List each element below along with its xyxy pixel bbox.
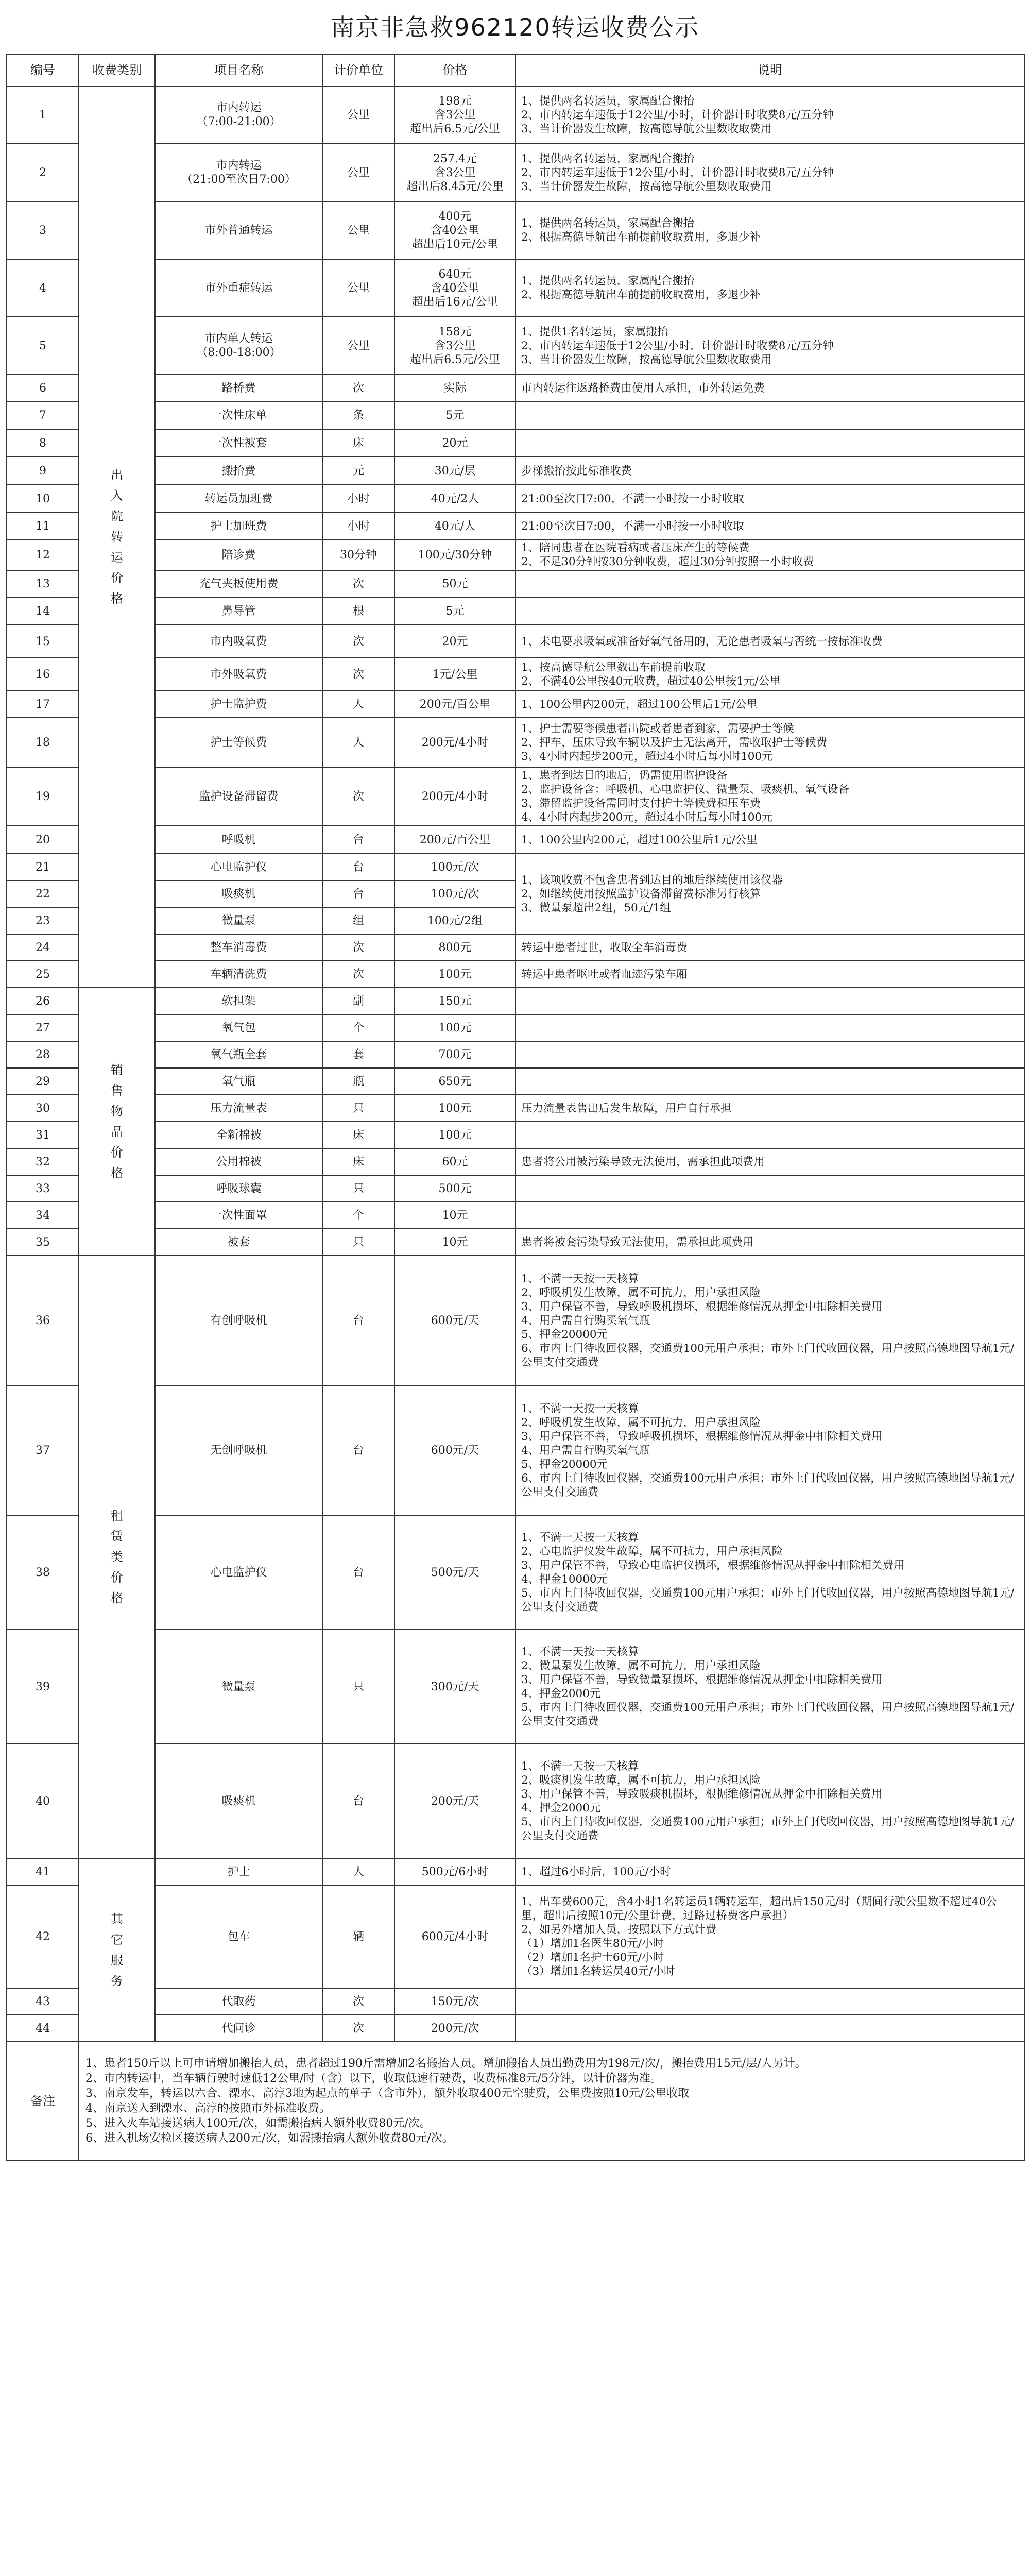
item-price: 30元/层 [394, 457, 516, 485]
table-row [7, 1256, 1024, 1385]
item-unit: 床 [322, 429, 394, 457]
item-price: 50元 [394, 570, 516, 597]
row-number: 40 [7, 1744, 79, 1858]
item-description: 转运中患者过世，收取全车消毒费 [516, 934, 1024, 961]
notes-label: 备注 [7, 2042, 79, 2160]
table-row [7, 988, 1024, 1014]
item-name: 充气夹板使用费 [155, 570, 322, 597]
header-no: 编号 [7, 54, 79, 86]
item-unit: 小时 [322, 485, 394, 513]
item-price: 100元 [394, 961, 516, 988]
row-number: 10 [7, 485, 79, 513]
item-unit: 台 [322, 854, 394, 880]
table-row [7, 826, 1024, 854]
item-price: 100元/次 [394, 880, 516, 907]
item-price: 40元/人 [394, 513, 516, 539]
item-name: 氧气包 [155, 1014, 322, 1041]
item-name: 有创呼吸机 [155, 1256, 322, 1385]
item-price: 100元 [394, 1014, 516, 1041]
category-cell [79, 1256, 155, 1858]
item-description: 1、出车费600元，含4小时1名转运员1辆转运车，超出后150元/时（期间行驶公里数不超过40公里，超出后按照10元/公里计费，过路过桥费客户承担） 2、如另外增加人员，按照以下方式计费 （1）增加1名医生80元/小时 （2）增加1名护士60元/小时 （3）增加1名转运员40元/小时 [516, 1885, 1024, 1988]
row-number: 31 [7, 1122, 79, 1148]
row-number: 20 [7, 826, 79, 854]
item-unit: 台 [322, 826, 394, 854]
row-number: 2 [7, 144, 79, 201]
header-price: 价格 [394, 54, 516, 86]
row-number: 19 [7, 767, 79, 826]
row-number: 37 [7, 1385, 79, 1515]
table-row [7, 691, 1024, 718]
item-description [516, 570, 1024, 597]
table-row [7, 1095, 1024, 1122]
row-number: 6 [7, 375, 79, 401]
item-unit: 台 [322, 1256, 394, 1385]
item-description: 1、100公里内200元，超过100公里后1元/公里 [516, 691, 1024, 718]
table-row [7, 961, 1024, 988]
item-description [516, 988, 1024, 1014]
item-name: 氧气瓶全套 [155, 1041, 322, 1068]
item-unit: 公里 [322, 317, 394, 375]
item-price: 5元 [394, 401, 516, 429]
item-description: 1、不满一天按一天核算 2、呼吸机发生故障，属不可抗力，用户承担风险 3、用户保管不善，导致呼吸机损坏，根据维修情况从押金中扣除相关费用 4、用户需自行购买氧气瓶 5、押金20000元 6、市内上门待收回仪器，交通费100元用户承担；市外上门代收回仪器，用户按照高德地图导航1元/公里支付交通费 [516, 1385, 1024, 1515]
fee-table [6, 54, 1025, 2161]
row-number: 17 [7, 691, 79, 718]
row-number: 25 [7, 961, 79, 988]
table-row [7, 144, 1024, 201]
item-description: 转运中患者呕吐或者血迹污染车厢 [516, 961, 1024, 988]
item-name: 市外重症转运 [155, 259, 322, 317]
table-row [7, 429, 1024, 457]
table-row [7, 201, 1024, 259]
item-name: 压力流量表 [155, 1095, 322, 1122]
item-name: 心电监护仪 [155, 854, 322, 880]
header-category: 收费类别 [79, 54, 155, 86]
item-description [516, 429, 1024, 457]
item-description [516, 1175, 1024, 1202]
item-name: 吸痰机 [155, 1744, 322, 1858]
table-row [7, 1148, 1024, 1175]
item-name: 微量泵 [155, 907, 322, 934]
item-price: 500元/天 [394, 1515, 516, 1630]
item-price: 700元 [394, 1041, 516, 1068]
item-unit: 台 [322, 1515, 394, 1630]
item-description: 1、该项收费不包含患者到达目的地后继续使用该仪器 2、如继续使用按照监护设备滞留费标准另行核算 3、微量泵超出2组，50元/1组 [516, 854, 1024, 934]
row-number: 14 [7, 597, 79, 625]
item-price: 100元 [394, 1095, 516, 1122]
item-description: 1、未电要求吸氧或准备好氧气备用的，无论患者吸氧与否统一按标准收费 [516, 625, 1024, 658]
item-name: 无创呼吸机 [155, 1385, 322, 1515]
row-number: 43 [7, 1988, 79, 2015]
item-name: 转运员加班费 [155, 485, 322, 513]
item-unit: 台 [322, 1385, 394, 1515]
item-unit: 台 [322, 880, 394, 907]
item-price: 1元/公里 [394, 658, 516, 691]
item-description: 1、提供两名转运员，家属配合搬抬 2、市内转运车速低于12公里/小时，计价器计时收费8元/五分钟 3、当计价器发生故障，按高德导航公里数收取费用 [516, 144, 1024, 201]
item-name: 市内转运 （7:00-21:00） [155, 86, 322, 144]
row-number: 29 [7, 1068, 79, 1095]
item-name: 代取药 [155, 1988, 322, 2015]
item-name: 市内单人转运 （8:00-18:00） [155, 317, 322, 375]
item-name: 呼吸球囊 [155, 1175, 322, 1202]
item-unit: 副 [322, 988, 394, 1014]
row-number: 5 [7, 317, 79, 375]
row-number: 41 [7, 1858, 79, 1885]
category-label: 出入院转运价格 [111, 468, 123, 606]
item-description: 步梯搬抬按此标准收费 [516, 457, 1024, 485]
item-unit: 次 [322, 570, 394, 597]
item-description: 1、超过6小时后，100元/小时 [516, 1858, 1024, 1885]
item-description: 1、不满一天按一天核算 2、呼吸机发生故障，属不可抗力，用户承担风险 3、用户保管不善，导致呼吸机损坏，根据维修情况从押金中扣除相关费用 4、用户需自行购买氧气瓶 5、押金20000元 6、市内上门待收回仪器，交通费100元用户承担；市外上门代收回仪器，用户按照高德地图导航1元/公里支付交通费 [516, 1256, 1024, 1385]
item-price: 650元 [394, 1068, 516, 1095]
item-unit: 条 [322, 401, 394, 429]
header-unit: 计价单位 [322, 54, 394, 86]
item-unit: 个 [322, 1202, 394, 1229]
item-name: 包车 [155, 1885, 322, 1988]
item-name: 鼻导管 [155, 597, 322, 625]
item-price: 600元/4小时 [394, 1885, 516, 1988]
item-unit: 台 [322, 1744, 394, 1858]
row-number: 34 [7, 1202, 79, 1229]
table-row [7, 1885, 1024, 1988]
row-number: 8 [7, 429, 79, 457]
item-description: 1、不满一天按一天核算 2、吸痰机发生故障，属不可抗力，用户承担风险 3、用户保管不善，导致吸痰机损坏，根据维修情况从押金中扣除相关费用 4、押金2000元 5、市内上门待收回仪器，交通费100元用户承担；市外上门代收回仪器，用户按照高德地图导航1元/公里支付交通费 [516, 1744, 1024, 1858]
item-unit: 次 [322, 625, 394, 658]
item-name: 路桥费 [155, 375, 322, 401]
item-unit: 只 [322, 1095, 394, 1122]
item-unit: 只 [322, 1175, 394, 1202]
item-unit: 30分钟 [322, 539, 394, 570]
item-unit: 人 [322, 691, 394, 718]
row-number: 1 [7, 86, 79, 144]
table-row [7, 457, 1024, 485]
item-description: 市内转运往返路桥费由使用人承担，市外转运免费 [516, 375, 1024, 401]
table-row [7, 1014, 1024, 1041]
table-row [7, 485, 1024, 513]
item-unit: 床 [322, 1122, 394, 1148]
item-unit: 套 [322, 1041, 394, 1068]
row-number: 33 [7, 1175, 79, 1202]
row-number: 11 [7, 513, 79, 539]
item-price: 500元 [394, 1175, 516, 1202]
item-description: 1、不满一天按一天核算 2、微量泵发生故障，属不可抗力，用户承担风险 3、用户保管不善，导致微量泵损坏，根据维修情况从押金中扣除相关费用 4、押金2000元 5、市内上门待收回仪器，交通费100元用户承担；市外上门代收回仪器，用户按照高德地图导航1元/公里支付交通费 [516, 1630, 1024, 1744]
item-name: 护士加班费 [155, 513, 322, 539]
item-name: 氧气瓶 [155, 1068, 322, 1095]
row-number: 4 [7, 259, 79, 317]
row-number: 9 [7, 457, 79, 485]
item-unit: 次 [322, 2015, 394, 2042]
item-description [516, 1988, 1024, 2015]
table-row [7, 854, 1024, 880]
row-number: 3 [7, 201, 79, 259]
item-description: 1、提供两名转运员，家属配合搬抬 2、市内转运车速低于12公里/小时，计价器计时收费8元/五分钟 3、当计价器发生故障，按高德导航公里数收取费用 [516, 86, 1024, 144]
item-price: 40元/2人 [394, 485, 516, 513]
category-label: 租赁类价格 [111, 1509, 123, 1605]
item-price: 10元 [394, 1202, 516, 1229]
row-number: 23 [7, 907, 79, 934]
notes-text: 1、患者150斤以上可申请增加搬抬人员，患者超过190斤需增加2名搬抬人员。增加搬抬人员出勤费用为198元/次/，搬抬费用15元/层/人另计。 2、市内转运中，当车辆行驶时速低12公里/时（含）以下，收取低速行驶费，收费标准8元/5分钟，以计价器为准。 3、南京发车，转运以六合、溧水、高淳3地为起点的单子（含市外），额外收取400元空驶费，公里费按照10元/公里收取 4、南京送入到溧水、高淳的按照市外标准收费。 5、进入火车站接送病人100元/次，如需搬抬病人额外收费80元/次。 6、进入机场安检区接送病人200元/次，如需搬抬病人额外收费80元/次。 [79, 2042, 1024, 2160]
item-name: 整车消毒费 [155, 934, 322, 961]
item-name: 代问诊 [155, 2015, 322, 2042]
page-title: 南京非急救962120转运收费公示 [331, 13, 699, 41]
item-price: 150元 [394, 988, 516, 1014]
item-unit: 次 [322, 375, 394, 401]
item-unit: 公里 [322, 201, 394, 259]
row-number: 15 [7, 625, 79, 658]
item-price: 200元/天 [394, 1744, 516, 1858]
row-number: 27 [7, 1014, 79, 1041]
item-unit: 只 [322, 1630, 394, 1744]
row-number: 22 [7, 880, 79, 907]
table-row [7, 1068, 1024, 1095]
item-price: 20元 [394, 429, 516, 457]
row-number: 16 [7, 658, 79, 691]
item-description: 患者将被套污染导致无法使用，需承担此项费用 [516, 1229, 1024, 1256]
table-row [7, 1202, 1024, 1229]
item-unit: 组 [322, 907, 394, 934]
table-row [7, 1744, 1024, 1858]
row-number: 35 [7, 1229, 79, 1256]
category-cell [79, 988, 155, 1256]
row-number: 32 [7, 1148, 79, 1175]
table-row [7, 86, 1024, 144]
item-name: 一次性床单 [155, 401, 322, 429]
item-price: 100元/30分钟 [394, 539, 516, 570]
item-unit: 次 [322, 934, 394, 961]
item-price: 257.4元 含3公里 超出后8.45元/公里 [394, 144, 516, 201]
row-number: 24 [7, 934, 79, 961]
row-number: 12 [7, 539, 79, 570]
item-name: 监护设备滞留费 [155, 767, 322, 826]
item-price: 800元 [394, 934, 516, 961]
item-name: 市外吸氧费 [155, 658, 322, 691]
row-number: 44 [7, 2015, 79, 2042]
item-price: 600元/天 [394, 1256, 516, 1385]
item-description: 1、陪同患者在医院看病或者压床产生的等候费 2、不足30分钟按30分钟收费，超过30分钟按照一小时收费 [516, 539, 1024, 570]
row-number: 36 [7, 1256, 79, 1385]
row-number: 7 [7, 401, 79, 429]
item-unit: 元 [322, 457, 394, 485]
item-name: 护士监护费 [155, 691, 322, 718]
row-number: 18 [7, 718, 79, 767]
table-row [7, 317, 1024, 375]
item-description: 1、提供两名转运员，家属配合搬抬 2、根据高德导航出车前提前收取费用，多退少补 [516, 259, 1024, 317]
table-row [7, 259, 1024, 317]
table-row [7, 570, 1024, 597]
item-name: 软担架 [155, 988, 322, 1014]
notes-row [7, 2042, 1024, 2160]
item-name: 吸痰机 [155, 880, 322, 907]
item-price: 实际 [394, 375, 516, 401]
item-unit: 床 [322, 1148, 394, 1175]
item-price: 150元/次 [394, 1988, 516, 2015]
item-unit: 次 [322, 961, 394, 988]
item-unit: 次 [322, 658, 394, 691]
table-row [7, 1988, 1024, 2015]
item-unit: 次 [322, 767, 394, 826]
category-cell [79, 1858, 155, 2042]
item-price: 10元 [394, 1229, 516, 1256]
table-row [7, 401, 1024, 429]
row-number: 39 [7, 1630, 79, 1744]
item-unit: 只 [322, 1229, 394, 1256]
item-description: 21:00至次日7:00，不满一小时按一小时收取 [516, 513, 1024, 539]
row-number: 26 [7, 988, 79, 1014]
item-description [516, 1122, 1024, 1148]
item-name: 护士等候费 [155, 718, 322, 767]
table-row [7, 1229, 1024, 1256]
item-price: 100元 [394, 1122, 516, 1148]
table-row [7, 1858, 1024, 1885]
table-row [7, 658, 1024, 691]
item-price: 5元 [394, 597, 516, 625]
table-row [7, 1385, 1024, 1515]
item-name: 一次性面罩 [155, 1202, 322, 1229]
item-unit: 公里 [322, 144, 394, 201]
item-unit: 次 [322, 1988, 394, 2015]
table-row [7, 597, 1024, 625]
table-row [7, 934, 1024, 961]
item-description: 压力流量表售出后发生故障，用户自行承担 [516, 1095, 1024, 1122]
item-price: 300元/天 [394, 1630, 516, 1744]
item-price: 400元 含40公里 超出后10元/公里 [394, 201, 516, 259]
header-item-name: 项目名称 [155, 54, 322, 86]
table-row [7, 1175, 1024, 1202]
item-description [516, 1041, 1024, 1068]
item-unit: 人 [322, 1858, 394, 1885]
table-row [7, 2015, 1024, 2042]
item-price: 200元/4小时 [394, 767, 516, 826]
item-price: 158元 含3公里 超出后6.5元/公里 [394, 317, 516, 375]
table-row [7, 375, 1024, 401]
table-row [7, 767, 1024, 826]
header-description: 说明 [516, 54, 1024, 86]
item-description: 1、按高德导航公里数出车前提前收取 2、不满40公里按40元收费，超过40公里按1元/公里 [516, 658, 1024, 691]
table-header-row [7, 54, 1024, 86]
item-description: 1、不满一天按一天核算 2、心电监护仪发生故障，属不可抗力，用户承担风险 3、用户保管不善，导致心电监护仪损坏，根据维修情况从押金中扣除相关费用 4、押金10000元 5、市内上门待收回仪器，交通费100元用户承担；市外上门代收回仪器，用户按照高德地图导航1元/公里支付交通费 [516, 1515, 1024, 1630]
item-unit: 小时 [322, 513, 394, 539]
item-price: 100元/2组 [394, 907, 516, 934]
item-unit: 辆 [322, 1885, 394, 1988]
item-name: 车辆清洗费 [155, 961, 322, 988]
item-price: 100元/次 [394, 854, 516, 880]
item-price: 60元 [394, 1148, 516, 1175]
item-name: 呼吸机 [155, 826, 322, 854]
item-description [516, 1068, 1024, 1095]
table-row [7, 1041, 1024, 1068]
item-price: 640元 含40公里 超出后16元/公里 [394, 259, 516, 317]
item-unit: 公里 [322, 86, 394, 144]
item-price: 20元 [394, 625, 516, 658]
row-number: 28 [7, 1041, 79, 1068]
category-label: 其它服务 [111, 1912, 123, 1988]
item-unit: 根 [322, 597, 394, 625]
item-name: 全新棉被 [155, 1122, 322, 1148]
item-name: 市内转运 （21:00至次日7:00） [155, 144, 322, 201]
row-number: 38 [7, 1515, 79, 1630]
item-description [516, 1014, 1024, 1041]
item-price: 200元/4小时 [394, 718, 516, 767]
row-number: 30 [7, 1095, 79, 1122]
item-price: 600元/天 [394, 1385, 516, 1515]
item-description [516, 597, 1024, 625]
table-row [7, 718, 1024, 767]
item-unit: 人 [322, 718, 394, 767]
item-unit: 个 [322, 1014, 394, 1041]
item-price: 200元/次 [394, 2015, 516, 2042]
table-row [7, 513, 1024, 539]
item-name: 护士 [155, 1858, 322, 1885]
item-name: 陪诊费 [155, 539, 322, 570]
item-name: 市内吸氧费 [155, 625, 322, 658]
item-description: 1、100公里内200元，超过100公里后1元/公里 [516, 826, 1024, 854]
item-name: 一次性被套 [155, 429, 322, 457]
item-unit: 公里 [322, 259, 394, 317]
category-label: 销售物品价格 [111, 1063, 123, 1180]
table-row [7, 1630, 1024, 1744]
row-number: 21 [7, 854, 79, 880]
item-description [516, 2015, 1024, 2042]
item-description [516, 1202, 1024, 1229]
item-description: 1、提供1名转运员，家属搬抬 2、市内转运车速低于12公里/小时，计价器计时收费8元/五分钟 3、当计价器发生故障，按高德导航公里数收取费用 [516, 317, 1024, 375]
item-price: 500元/6小时 [394, 1858, 516, 1885]
item-description: 1、护士需要等候患者出院或者患者到家，需要护士等候 2、押车，压床导致车辆以及护士无法离开，需收取护士等候费 3、4小时内起步200元，超过4小时后每小时100元 [516, 718, 1024, 767]
table-row [7, 1515, 1024, 1630]
table-row [7, 1122, 1024, 1148]
category-cell [79, 86, 155, 988]
item-price: 200元/百公里 [394, 691, 516, 718]
row-number: 42 [7, 1885, 79, 1988]
item-name: 被套 [155, 1229, 322, 1256]
item-price: 200元/百公里 [394, 826, 516, 854]
item-description: 患者将公用被污染导致无法使用，需承担此项费用 [516, 1148, 1024, 1175]
item-name: 搬抬费 [155, 457, 322, 485]
item-name: 市外普通转运 [155, 201, 322, 259]
item-description: 1、患者到达目的地后，仍需使用监护设备 2、监护设备含：呼吸机、心电监护仪、微量泵、吸痰机、氧气设备 3、滞留监护设备需同时支付护士等候费和压车费 4、4小时内起步200元，超过4小时后每小时100元 [516, 767, 1024, 826]
item-price: 198元 含3公里 超出后6.5元/公里 [394, 86, 516, 144]
item-name: 微量泵 [155, 1630, 322, 1744]
item-name: 公用棉被 [155, 1148, 322, 1175]
table-row [7, 539, 1024, 570]
item-description: 1、提供两名转运员，家属配合搬抬 2、根据高德导航出车前提前收取费用，多退少补 [516, 201, 1024, 259]
table-row [7, 625, 1024, 658]
item-description [516, 401, 1024, 429]
item-unit: 瓶 [322, 1068, 394, 1095]
row-number: 13 [7, 570, 79, 597]
item-description: 21:00至次日7:00，不满一小时按一小时收取 [516, 485, 1024, 513]
item-name: 心电监护仪 [155, 1515, 322, 1630]
